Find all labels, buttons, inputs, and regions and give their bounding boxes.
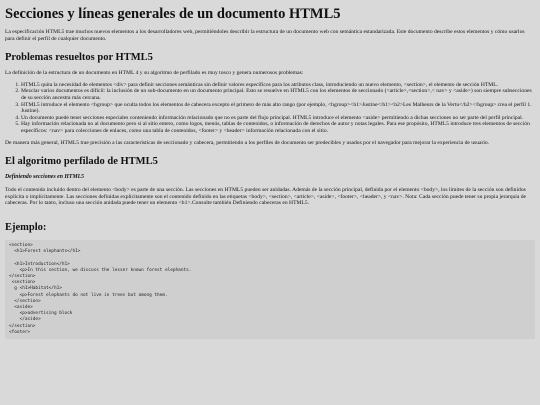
- problems-lead-paragraph: La definición de la estructura de un documento en HTML 4 y su algoritmo de perfilado es muy tosco y genera numerosos problemas:: [5, 70, 304, 77]
- list-item: 2. Mezclar varios documentos es difícil: la inclusión de un sub-documento en un documento principal. Esto se resuelve en HTML5 con los elementos de seccionado (<article>,<section>,< nav> y <aside>) son siempre subsecciones de su sección ancestra más cercana.: [21, 88, 535, 101]
- section-heading-algorithm: El algoritmo perfilado de HTML5: [5, 156, 158, 168]
- subheading-defining-sections: Definiendo secciones en HTML5: [5, 174, 85, 181]
- algorithm-body-paragraph: Todo el contenido incluido dentro del elemento <body> es parte de una sección. Las secciones en HTML5 pueden ser anidadas. Además de la sección principal, definida por el elemento <body>, los límites de la sección son definidos explícita o implícitamente. Las secciones definidas explícitamente son el contenido definido en las etiquetas <body>, <section>, <article>, <aside>, <footer>, <header>, y <nav>. Nota: Cada sección puede tener su propia jerarquía de cabeceras. Por lo tanto, incluso una sección anidada puede tener un elemento <h1>.Consulte también Definiendo cabeceras en HTML5.: [5, 187, 527, 207]
- intro-paragraph: La especificación HTML5 trae muchos nuevos elementos a los desarrolladores web, permitiéndoles describir la estructura de un documento web con semántica estandarizada. Este documento describe estos elementos y cómo usarlos para definir el perfil de cualquier documento.: [5, 29, 525, 42]
- code-example-block: <section> <h1>Forest elephants</h1> <h1>Introduction</h1> <p>In this section, we discuss the lesser known forest elephants. </section> <section> g <h1>Habitat</h1> <p>Forest elephants do not live in trees but among them. </section> <aside> <p>advertising block </aside> </section> <footer>: [5, 240, 535, 339]
- list-item: 3. HTML5 introduce el elemento <hgroup> que oculta todos los elementos de cabecera excepto el primero de más alto rango (por ejemplo, <hgroup><h1>Justine</h1><h2>Les Malheurs de la Vertu</h2></hgroup> crea el perfil 1. Justine).: [21, 102, 535, 115]
- list-item: 1. HTML5 quita la necesidad de elementos <div> para definir secciones semánticas sin definir valores específicos para los atributos class, introduciendo un nuevo elemento, <section>, el elemento de sección HTML.: [21, 82, 535, 89]
- list-item: 4. Un documento puede tener secciones especiales conteniendo información relacionado que no es parte del flujo principal. HTML5 introduce el elemento <aside> permitiendo a dichas secciones no ser parte del perfil principal.: [21, 115, 535, 122]
- problems-list: [5, 82, 535, 135]
- section-heading-problems: Problemas resueltos por HTML5: [5, 52, 153, 64]
- list-item: 5. Hay información relacionada no al documento pero sí al sitio entero, como logos, menús, tablas de contenidos, o información de derechos de autor y notas legales. Para ese propósito, HTML5 introduce tres elementos de sección específicos: <nav> para colecciones de enlaces, como una tabla de contenidos, <footer> y <header> información relacionada con el sitio.: [21, 121, 535, 134]
- page-title: Secciones y líneas generales de un documento HTML5: [5, 6, 341, 22]
- example-heading: Ejemplo:: [5, 221, 47, 233]
- problems-closing-paragraph: De manera más general, HTML5 trae precisión a las características de seccionado y cabecera, permitiendo a los perfiles de documento ser predecibles y usados por el navegador para mejorar la experiencia de usuario.: [5, 139, 490, 146]
